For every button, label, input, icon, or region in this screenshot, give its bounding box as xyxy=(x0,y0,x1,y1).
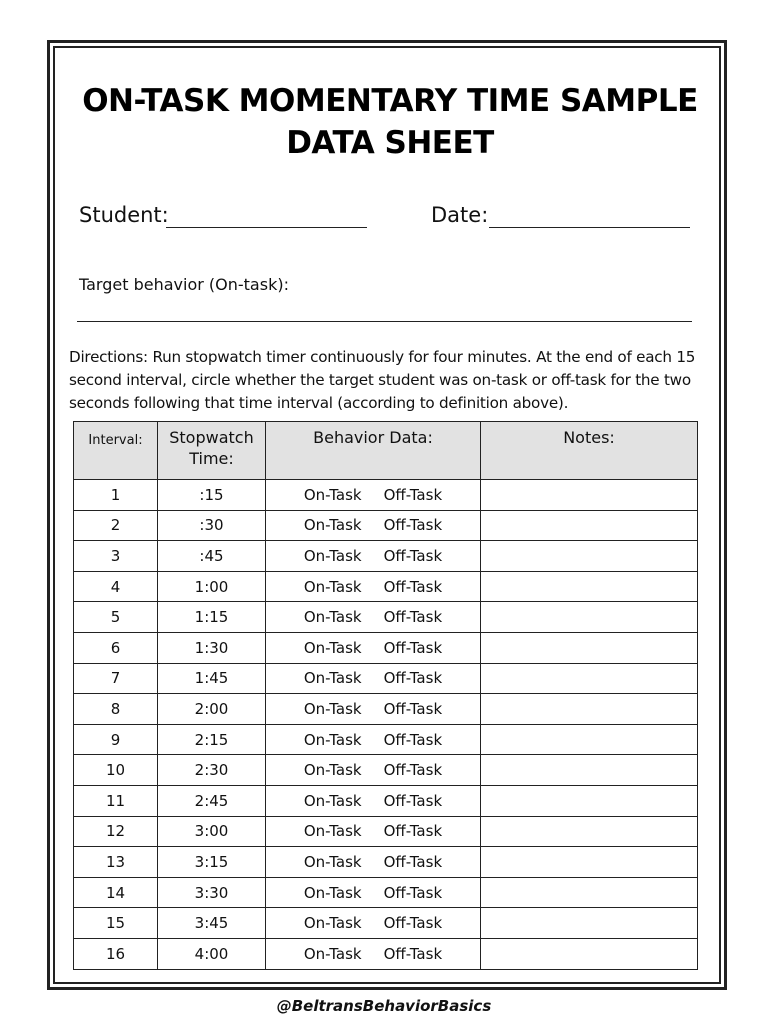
header-behavior-data: Behavior Data: xyxy=(266,422,481,480)
target-behavior-field[interactable] xyxy=(77,321,692,322)
stopwatch-time-cell: 1:45 xyxy=(158,663,266,694)
interval-cell: 3 xyxy=(74,541,158,572)
interval-cell: 11 xyxy=(74,785,158,816)
notes-cell[interactable] xyxy=(481,541,698,572)
footer-credit: @BeltransBehaviorBasics xyxy=(276,997,492,1015)
title-line-1: ON-TASK MOMENTARY TIME SAMPLE xyxy=(82,83,698,119)
off-task-option[interactable]: Off-Task xyxy=(383,914,443,933)
table-row xyxy=(74,908,698,939)
off-task-option[interactable]: Off-Task xyxy=(383,730,443,749)
notes-cell[interactable] xyxy=(481,632,698,663)
stopwatch-time-cell: :15 xyxy=(158,480,266,511)
interval-cell: 8 xyxy=(74,694,158,725)
on-task-option[interactable]: On-Task xyxy=(303,669,362,688)
stopwatch-time-cell: 4:00 xyxy=(158,938,266,969)
notes-cell[interactable] xyxy=(481,602,698,633)
off-task-option[interactable]: Off-Task xyxy=(383,852,443,871)
behavior-data-cell xyxy=(266,755,481,786)
behavior-data-cell xyxy=(266,816,481,847)
off-task-option[interactable]: Off-Task xyxy=(383,577,443,596)
stopwatch-time-cell: 1:00 xyxy=(158,571,266,602)
data-table xyxy=(73,421,698,970)
table-row xyxy=(74,938,698,969)
interval-cell: 6 xyxy=(74,632,158,663)
header-notes: Notes: xyxy=(481,422,698,480)
stopwatch-time-cell: 2:00 xyxy=(158,694,266,725)
off-task-option[interactable]: Off-Task xyxy=(383,608,443,627)
table-row xyxy=(74,694,698,725)
table-row xyxy=(74,571,698,602)
interval-cell: 12 xyxy=(74,816,158,847)
behavior-data-cell xyxy=(266,785,481,816)
table-row xyxy=(74,847,698,878)
off-task-option[interactable]: Off-Task xyxy=(383,791,443,810)
on-task-option[interactable]: On-Task xyxy=(303,730,362,749)
stopwatch-time-cell: :30 xyxy=(158,510,266,541)
off-task-option[interactable]: Off-Task xyxy=(383,669,443,688)
behavior-data-cell xyxy=(266,724,481,755)
on-task-option[interactable]: On-Task xyxy=(303,914,362,933)
stopwatch-time-cell: 3:00 xyxy=(158,816,266,847)
table-row xyxy=(74,785,698,816)
date-label: Date: xyxy=(431,203,489,227)
stopwatch-time-cell: 2:45 xyxy=(158,785,266,816)
table-row xyxy=(74,724,698,755)
on-task-option[interactable]: On-Task xyxy=(303,608,362,627)
stopwatch-time-cell: :45 xyxy=(158,541,266,572)
on-task-option[interactable]: On-Task xyxy=(303,761,362,780)
behavior-data-cell xyxy=(266,877,481,908)
notes-cell[interactable] xyxy=(481,663,698,694)
behavior-data-cell xyxy=(266,938,481,969)
interval-cell: 15 xyxy=(74,908,158,939)
on-task-option[interactable]: On-Task xyxy=(303,516,362,535)
behavior-data-cell xyxy=(266,632,481,663)
interval-cell: 4 xyxy=(74,571,158,602)
interval-cell: 10 xyxy=(74,755,158,786)
on-task-option[interactable]: On-Task xyxy=(303,577,362,596)
behavior-data-cell xyxy=(266,663,481,694)
interval-cell: 1 xyxy=(74,480,158,511)
notes-cell[interactable] xyxy=(481,847,698,878)
behavior-data-cell xyxy=(266,908,481,939)
behavior-data-cell xyxy=(266,602,481,633)
table-header-row xyxy=(74,422,698,480)
off-task-option[interactable]: Off-Task xyxy=(383,883,443,902)
notes-cell[interactable] xyxy=(481,694,698,725)
on-task-option[interactable]: On-Task xyxy=(303,546,362,565)
behavior-data-cell xyxy=(266,571,481,602)
on-task-option[interactable]: On-Task xyxy=(303,852,362,871)
directions-text: Directions: Run stopwatch timer continuously for four minutes. At the end of each 15 second interval, circle whether the target student was on-task or off-task for the two seconds following that time interval (according to definition above). xyxy=(69,348,696,412)
off-task-option[interactable]: Off-Task xyxy=(383,944,443,963)
student-field[interactable] xyxy=(166,227,367,228)
off-task-option[interactable]: Off-Task xyxy=(383,546,443,565)
table-row xyxy=(74,755,698,786)
stopwatch-time-cell: 2:30 xyxy=(158,755,266,786)
on-task-option[interactable]: On-Task xyxy=(303,699,362,718)
header-interval: Interval: xyxy=(74,422,158,480)
stopwatch-time-cell: 3:30 xyxy=(158,877,266,908)
off-task-option[interactable]: Off-Task xyxy=(383,638,443,657)
notes-cell[interactable] xyxy=(481,816,698,847)
student-label: Student: xyxy=(79,203,169,227)
notes-cell[interactable] xyxy=(481,510,698,541)
table-row xyxy=(74,877,698,908)
table-row xyxy=(74,510,698,541)
notes-cell[interactable] xyxy=(481,724,698,755)
off-task-option[interactable]: Off-Task xyxy=(383,822,443,841)
off-task-option[interactable]: Off-Task xyxy=(383,485,443,504)
table-row xyxy=(74,602,698,633)
interval-cell: 5 xyxy=(74,602,158,633)
interval-cell: 9 xyxy=(74,724,158,755)
stopwatch-time-cell: 1:30 xyxy=(158,632,266,663)
interval-cell: 2 xyxy=(74,510,158,541)
stopwatch-time-cell: 3:45 xyxy=(158,908,266,939)
table-row xyxy=(74,480,698,511)
interval-cell: 16 xyxy=(74,938,158,969)
behavior-data-cell xyxy=(266,510,481,541)
table-row xyxy=(74,663,698,694)
notes-cell[interactable] xyxy=(481,877,698,908)
off-task-option[interactable]: Off-Task xyxy=(383,761,443,780)
interval-cell: 13 xyxy=(74,847,158,878)
page-title xyxy=(60,80,720,164)
off-task-option[interactable]: Off-Task xyxy=(383,699,443,718)
interval-cell: 14 xyxy=(74,877,158,908)
behavior-data-cell xyxy=(266,480,481,511)
interval-cell: 7 xyxy=(74,663,158,694)
off-task-option[interactable]: Off-Task xyxy=(383,516,443,535)
behavior-data-cell xyxy=(266,847,481,878)
notes-cell[interactable] xyxy=(481,938,698,969)
stopwatch-time-cell: 2:15 xyxy=(158,724,266,755)
on-task-option[interactable]: On-Task xyxy=(303,944,362,963)
behavior-data-cell xyxy=(266,541,481,572)
notes-cell[interactable] xyxy=(481,571,698,602)
header-stopwatch-time: Stopwatch Time: xyxy=(158,422,266,480)
title-line-2: DATA SHEET xyxy=(286,125,494,161)
notes-cell[interactable] xyxy=(481,785,698,816)
on-task-option[interactable]: On-Task xyxy=(303,638,362,657)
on-task-option[interactable]: On-Task xyxy=(303,485,362,504)
date-field[interactable] xyxy=(489,227,690,228)
table-row xyxy=(74,816,698,847)
notes-cell[interactable] xyxy=(481,480,698,511)
notes-cell[interactable] xyxy=(481,755,698,786)
table-row xyxy=(74,541,698,572)
table-row xyxy=(74,632,698,663)
stopwatch-time-cell: 3:15 xyxy=(158,847,266,878)
stopwatch-time-cell: 1:15 xyxy=(158,602,266,633)
on-task-option[interactable]: On-Task xyxy=(303,822,362,841)
behavior-data-cell xyxy=(266,694,481,725)
notes-cell[interactable] xyxy=(481,908,698,939)
target-behavior-label: Target behavior (On-task): xyxy=(79,275,289,294)
on-task-option[interactable]: On-Task xyxy=(303,791,362,810)
on-task-option[interactable]: On-Task xyxy=(303,883,362,902)
